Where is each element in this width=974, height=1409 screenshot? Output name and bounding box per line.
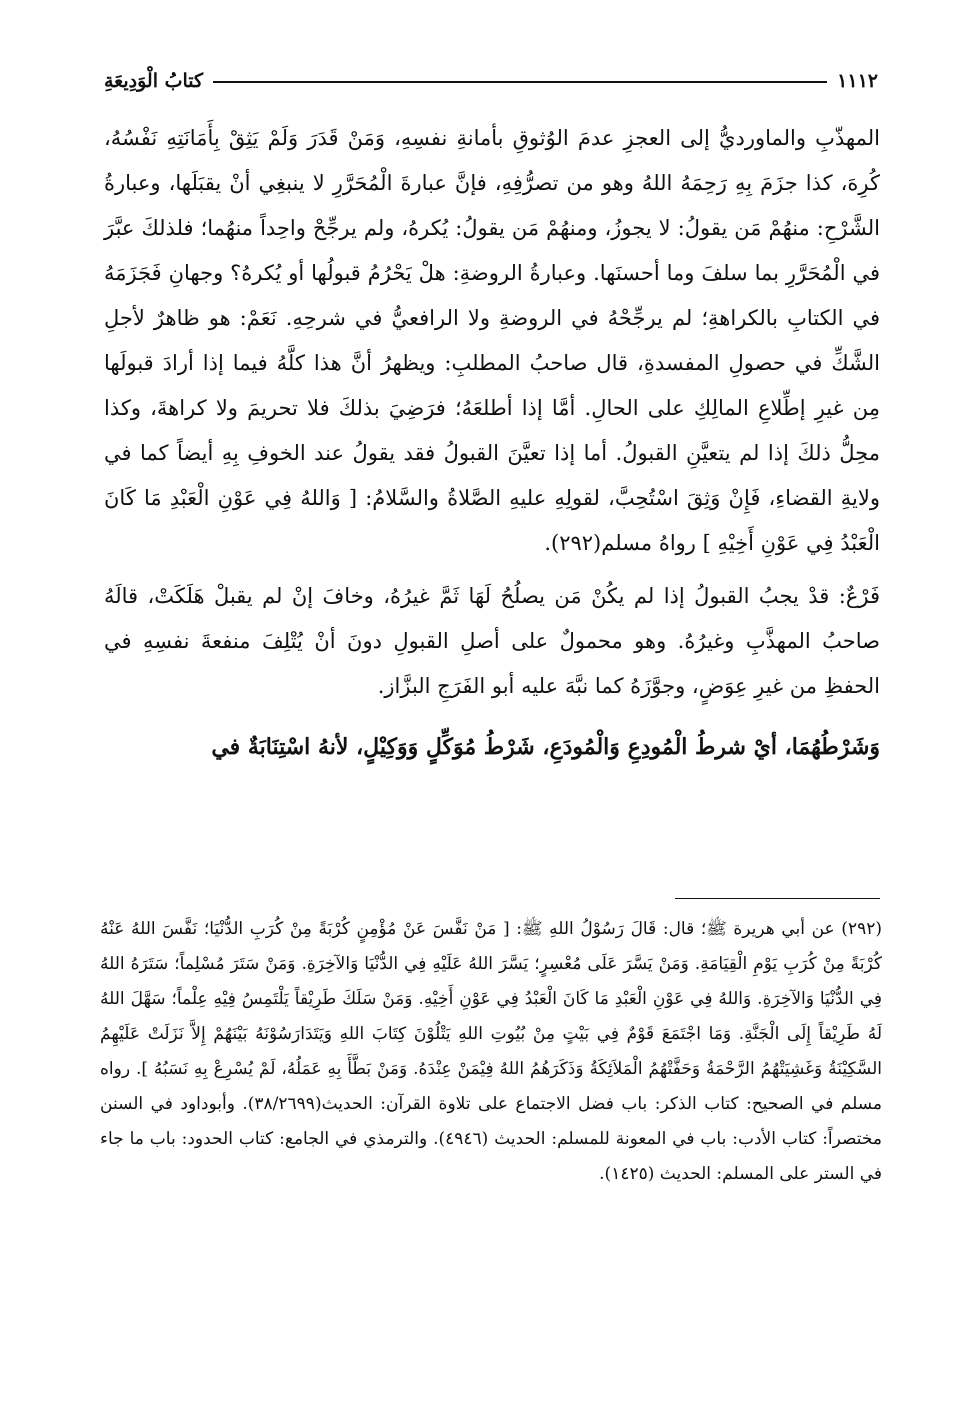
header-rule: [213, 81, 827, 83]
body-paragraph: المهذّبِ والماورديُّ إلى العجزِ عدمَ الوُثوقِ بأمانةِ نفسِهِ، وَمَنْ قَدَرَ وَلَمْ يَثِقْ بِأَمَانَتِهِ نَفْسُهُ، كُرِهَ، كذا جزَمَ بِهِ رَحِمَهُ اللهُ وهو من تصرُّفِهِ، فإنَّ عبارةَ الْمُحَرَّرِ لا ينبغِي أنْ يقبَلَها، وعبارةُ الشَّرْحِ: منهُمْ مَن يقولُ: لا يجوزُ، ومنهُمْ مَن يقولُ: يُكرهُ، ولم يرجِّحْ واحِداً منهُما؛ فلذلكَ عبَّرَ في الْمُحَرَّرِ بما سلفَ وما أحسنَها. وعبارةُ الروضةِ: هلْ يَحْرُمُ قبولُها أو يُكرهُ؟ وجهانِ فَجَزَمَهُ في الكتابِ بالكراهةِ؛ لم يرجِّحْهُ في الروضةِ ولا الرافعيُّ في شرحِهِ. نَعَمْ: هو ظاهرٌ لأجلِ الشَّكِّ في حصولِ المفسدةِ، قال صاحبُ المطلبِ: ويظهرُ أنَّ هذا كلَّهُ فيما إذا أرادَ قبولَها مِن غيرِ إطِّلاعِ المالِكِ على الحالِ. أمَّا إذا أطلعَهُ؛ فرَضِيَ بذلكَ فلا تحريمَ ولا كراهةَ، وكذا محِلُّ ذلكَ إذا لم يتعيَّنِ القبولُ. أما إذا تعيَّنَ القبولُ فقد يقولُ عند الخوفِ بِهِ أيضاً كما في ولايةِ القضاءِ، فَإِنْ وَثِقَ اسْتُحِبَّ، لقولِهِ عليهِ الصَّلاةُ والسَّلامُ: [ وَاللهُ فِي عَوْنِ الْعَبْدِ مَا كَانَ الْعَبْدُ فِي عَوْنِ أَخِيْهِ ] رواهُ مسلم(٢٩٢).: [104, 126, 880, 555]
footnote-separator: [675, 898, 880, 899]
footnotes: [100, 912, 882, 1192]
page-number: ١١١٢: [837, 70, 878, 92]
main-text: [104, 116, 880, 770]
page-header: [104, 52, 878, 92]
body-paragraph: فَرْعٌ: قدْ يجبُ القبولُ إذا لم يكُنْ مَن يصلُحُ لَهَا ثَمَّ غيرُهُ، وخافَ إنْ لم يقبلْ هَلَكَتْ، قالَهُ صاحبُ المهذَّبِ وغيرُهُ. وهو محمولٌ على أصلِ القبولِ دونَ أنْ يُتْلِفَ منفعةَ نفسِهِ في الحفظِ من غيرِ عِوَضٍ، وجوَّزَهُ كما نبَّهَ عليه أبو الفَرَجِ البزَّاز.: [104, 584, 880, 698]
chapter-title: كتابُ الْوَدِيعَةِ: [104, 70, 204, 92]
body-paragraph: وَشَرْطُهُمَا، أيْ شرطُ الْمُودِعِ وَالْمُودَعِ، شَرْطُ مُوَكِّلٍ وَوَكِيْلٍ، لأنهُ اسْتِنَابَةٌ في: [211, 734, 880, 760]
footnote-292: (٢٩٢) عن أبي هريرة ﷺ؛ قال: قَالَ رَسُوْلُ اللهِ ﷺ: [ مَنْ نَفَّسَ عَنْ مُؤْمِنٍ كُرْبَةً مِنْ كُرَبِ الدُّنْيَا؛ نَفَّسَ اللهُ عَنْهُ كُرْبَةً مِنْ كُرَبِ يَوْمِ الْقِيَامَةِ. وَمَنْ يَسَّرَ عَلَى مُعْسِرٍ؛ يَسَّرَ اللهُ عَلَيْهِ فِي الدُّنْيَا وَالآخِرَةِ. وَمَنْ سَتَرَ مُسْلِماً؛ سَتَرَهُ اللهُ فِي الدُّنْيَا وَالآخِرَةِ. وَاللهُ فِي عَوْنِ الْعَبْدِ مَا كَانَ الْعَبْدُ فِي عَوْنِ أَخِيْهِ. وَمَنْ سَلَكَ طَرِيْقاً يَلْتَمِسُ فِيْهِ عِلْماً؛ سَهَّلَ اللهُ لَهُ طَرِيْقاً إِلَى الْجَنَّةِ. وَمَا اجْتَمَعَ قَوْمٌ فِي بَيْتٍ مِنْ بُيُوتِ اللهِ يَتْلُوْنَ كِتَابَ اللهِ وَيَتَدَارَسُوْنَهُ بَيْنَهُمْ إِلاَّ نَزَلَتْ عَلَيْهِمُ السَّكِيْنَةُ وَغَشِيَتْهُمُ الرَّحْمَةُ وَحَفَّتْهُمُ الْمَلاَئِكَةُ وَذَكَرَهُمُ اللهُ فِيْمَنْ عِنْدَهُ. وَمَنْ بَطَّأَ بِهِ عَمَلُهُ، لَمْ يُسْرِعْ بِهِ نَسَبُهُ ]. رواه مسلم في الصحيح: كتاب الذكر: باب فضل الاجتماع على تلاوة القرآن: الحديث(٣٨/٢٦٩٩). وأبوداود في السنن مختصراً: كتاب الأدب: باب في المعونة للمسلم: الحديث (٤٩٤٦). والترمذي في الجامع: كتاب الحدود: باب ما جاء في الستر على المسلم: الحديث (١٤٢٥).: [100, 919, 883, 1184]
